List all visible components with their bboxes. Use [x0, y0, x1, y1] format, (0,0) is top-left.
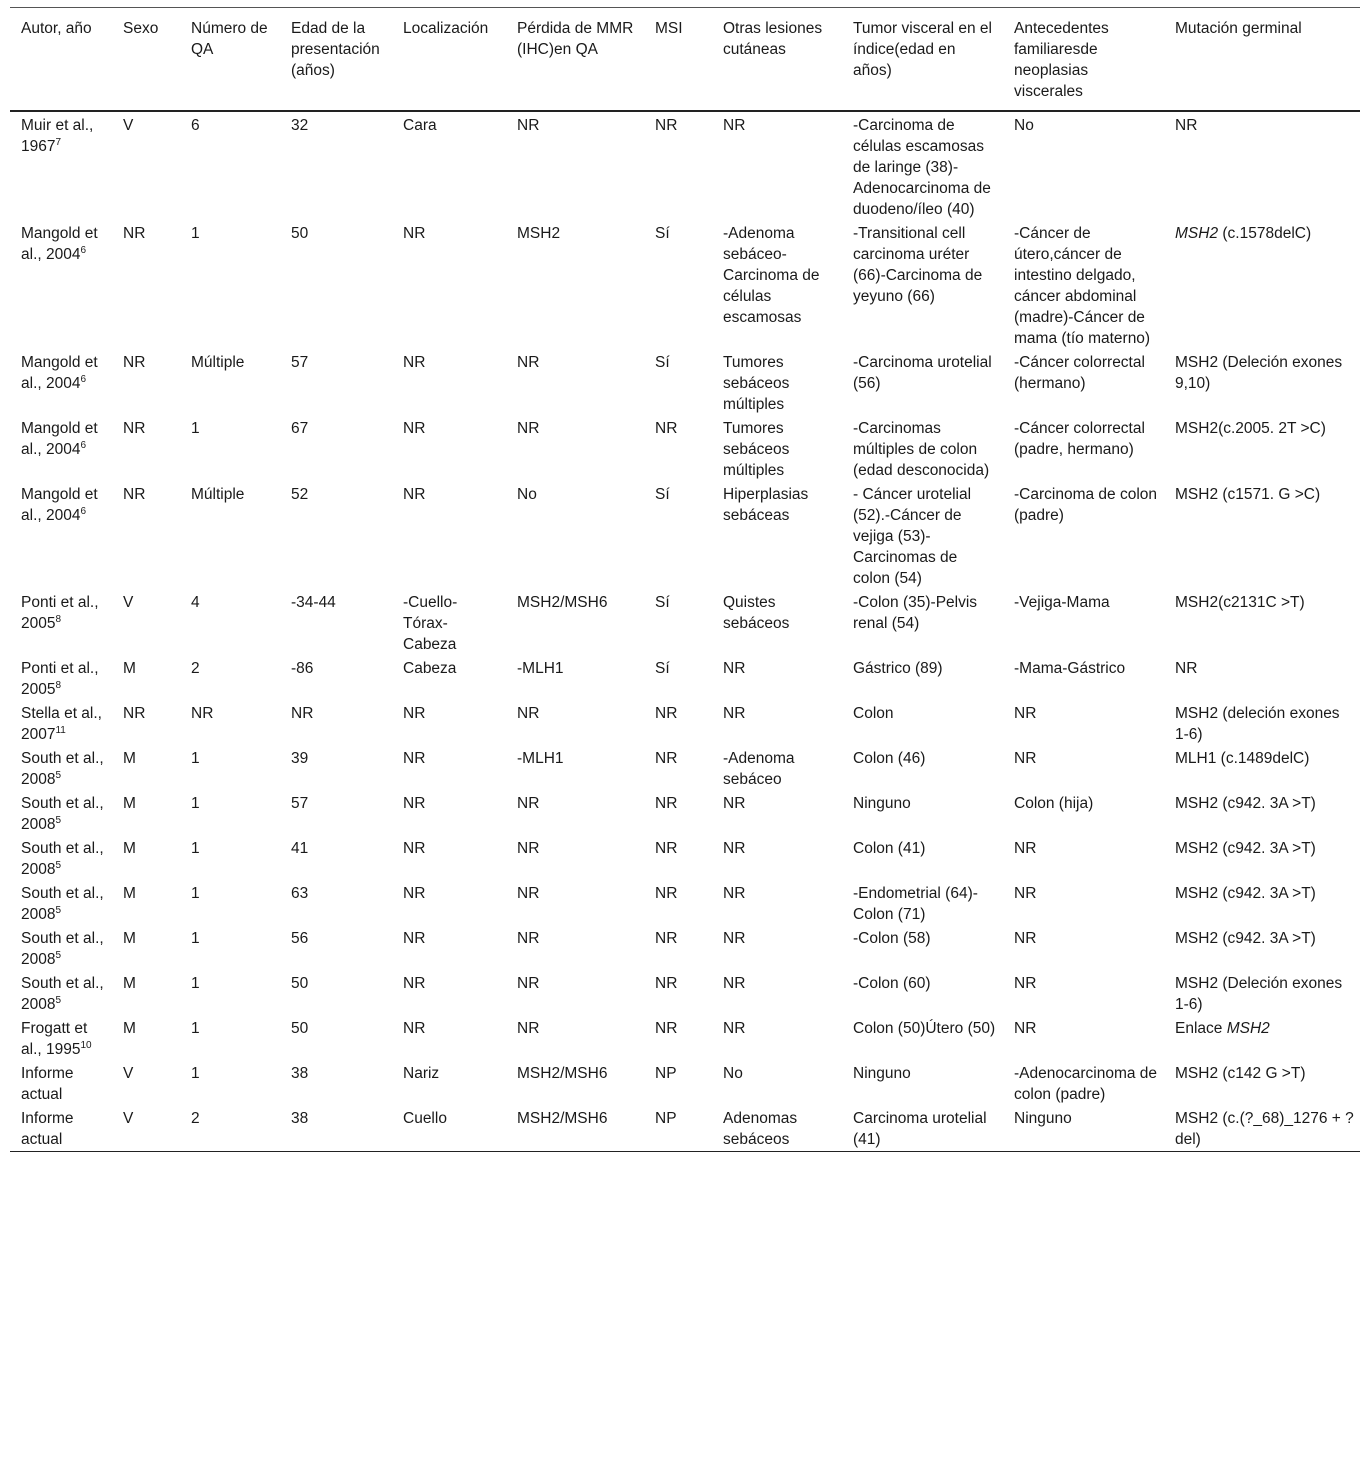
visceral-tumor-cell: -Colon (58)	[853, 930, 931, 947]
location-cell: NR	[403, 225, 426, 242]
age-cell: 41	[291, 840, 309, 857]
author-cell	[10, 111, 112, 221]
family-history-cell: Colon (hija)	[1014, 795, 1094, 812]
other-lesions-cell: NR	[723, 840, 746, 857]
age-cell: 39	[291, 750, 309, 767]
mmr-loss-cell: NR	[517, 975, 540, 992]
author-cell	[10, 1061, 112, 1106]
mutation-detail: MSH2 (Deleción exones 9,10)	[1175, 354, 1343, 392]
mutation-detail: MSH2(c.2005. 2T >C)	[1175, 420, 1326, 437]
sex-cell: NR	[123, 225, 146, 242]
column-header: Autor, año	[21, 20, 92, 37]
mutation-detail: MSH2 (c942. 3A >T)	[1175, 885, 1316, 902]
family-history-cell: No	[1014, 117, 1034, 134]
table-row	[10, 836, 1360, 881]
mmr-loss-cell: -MLH1	[517, 750, 564, 767]
reference-number: 6	[80, 373, 87, 385]
germline-mutation-cell	[1164, 590, 1360, 656]
family-history-cell: -Cáncer colorrectal (hermano)	[1014, 354, 1145, 392]
family-history-cell: NR	[1014, 930, 1037, 947]
column-header: MSI	[655, 20, 683, 37]
author-cell	[10, 416, 112, 482]
sex-cell: NR	[123, 420, 146, 437]
location-cell: NR	[403, 1020, 426, 1037]
qa-count-cell: 1	[191, 975, 200, 992]
other-lesions-cell: No	[723, 1065, 743, 1082]
other-lesions-cell: NR	[723, 930, 746, 947]
author-text: Informe actual	[21, 1110, 74, 1148]
sex-cell: M	[123, 930, 136, 947]
sex-cell: V	[123, 1065, 134, 1082]
germline-mutation-cell	[1164, 746, 1360, 791]
qa-count-cell: 1	[191, 1065, 200, 1082]
other-lesions-cell: NR	[723, 885, 746, 902]
qa-count-cell: 1	[191, 1020, 200, 1037]
qa-count-cell: Múltiple	[191, 486, 245, 503]
table-row	[10, 926, 1360, 971]
column-header: Sexo	[123, 20, 159, 37]
author-text: South et al., 2008	[21, 795, 104, 833]
reference-number: 5	[55, 949, 62, 961]
visceral-tumor-cell: -Carcinoma de células escamosas de laringe (38)-Adenocarcinoma de duodeno/íleo (40)	[853, 117, 991, 218]
location-cell: NR	[403, 354, 426, 371]
column-header: Otras lesiones cutáneas	[723, 20, 823, 58]
location-cell: Nariz	[403, 1065, 440, 1082]
author-text: South et al., 2008	[21, 975, 104, 1013]
table-header-row	[10, 8, 1360, 112]
sex-cell: M	[123, 660, 136, 677]
location-cell: Cuello	[403, 1110, 447, 1127]
reference-number: 8	[55, 613, 62, 625]
mmr-loss-cell: NR	[517, 354, 540, 371]
germline-mutation-cell	[1164, 482, 1360, 590]
reference-number: 5	[55, 904, 62, 916]
qa-count-cell: 1	[191, 840, 200, 857]
qa-count-cell: 1	[191, 795, 200, 812]
other-lesions-cell: -Adenoma sebáceo-Carcinoma de células escamosas	[723, 225, 820, 326]
author-text: Ponti et al., 2005	[21, 594, 99, 632]
reference-number: 8	[55, 679, 62, 691]
msi-cell: NP	[655, 1110, 677, 1127]
msi-cell: NR	[655, 795, 678, 812]
germline-mutation-cell	[1164, 221, 1360, 350]
author-text: Mangold et al., 2004	[21, 225, 98, 263]
sex-cell: NR	[123, 354, 146, 371]
age-cell: 52	[291, 486, 309, 503]
qa-count-cell: 1	[191, 885, 200, 902]
mutation-prefix: Enlace	[1175, 1020, 1227, 1037]
age-cell: 38	[291, 1065, 309, 1082]
msi-cell: Sí	[655, 225, 670, 242]
age-cell: 67	[291, 420, 309, 437]
location-cell: NR	[403, 750, 426, 767]
visceral-tumor-cell: -Carcinomas múltiples de colon (edad desconocida)	[853, 420, 990, 479]
mmr-loss-cell: NR	[517, 885, 540, 902]
location-cell: -Cuello-Tórax-Cabeza	[403, 594, 458, 653]
column-header: Número de QA	[191, 20, 268, 58]
mmr-loss-cell: NR	[517, 795, 540, 812]
table-row	[10, 746, 1360, 791]
author-cell	[10, 701, 112, 746]
msi-cell: NR	[655, 750, 678, 767]
visceral-tumor-cell: Colon (46)	[853, 750, 926, 767]
location-cell: NR	[403, 705, 426, 722]
sex-cell: V	[123, 117, 134, 134]
germline-mutation-cell	[1164, 971, 1360, 1016]
msi-cell: NR	[655, 420, 678, 437]
germline-mutation-cell	[1164, 1016, 1360, 1061]
table-row	[10, 221, 1360, 350]
author-text: Frogatt et al., 1995	[21, 1020, 88, 1058]
sex-cell: M	[123, 975, 136, 992]
other-lesions-cell: NR	[723, 975, 746, 992]
reference-number: 10	[80, 1039, 92, 1051]
family-history-cell: NR	[1014, 750, 1037, 767]
table-row	[10, 791, 1360, 836]
mutation-detail: MSH2 (c1571. G >C)	[1175, 486, 1321, 503]
author-text: South et al., 2008	[21, 750, 104, 788]
location-cell: NR	[403, 840, 426, 857]
qa-count-cell: 1	[191, 930, 200, 947]
visceral-tumor-cell: -Transitional cell carcinoma uréter (66)-Carcinoma de yeyuno (66)	[853, 225, 983, 305]
location-cell: NR	[403, 885, 426, 902]
mmr-loss-cell: -MLH1	[517, 660, 564, 677]
author-text: Muir et al., 1967	[21, 117, 94, 155]
qa-count-cell: 2	[191, 1110, 200, 1127]
reference-number: 11	[55, 724, 66, 736]
other-lesions-cell: NR	[723, 660, 746, 677]
msi-cell: Sí	[655, 354, 670, 371]
msi-cell: NR	[655, 705, 678, 722]
table-row	[10, 111, 1360, 221]
table-row	[10, 881, 1360, 926]
column-header: Mutación germinal	[1175, 20, 1302, 37]
mmr-loss-cell: NR	[517, 1020, 540, 1037]
other-lesions-cell: NR	[723, 117, 746, 134]
mutation-detail: MSH2(c2131C >T)	[1175, 594, 1305, 611]
age-cell: -34-44	[291, 594, 336, 611]
sex-cell: V	[123, 1110, 134, 1127]
mutation-detail: NR	[1175, 117, 1198, 134]
visceral-tumor-cell: -Colon (60)	[853, 975, 931, 992]
visceral-tumor-cell: -Endometrial (64)-Colon (71)	[853, 885, 978, 923]
other-lesions-cell: NR	[723, 705, 746, 722]
table-row	[10, 590, 1360, 656]
family-history-cell: -Mama-Gástrico	[1014, 660, 1126, 677]
msi-cell: Sí	[655, 486, 670, 503]
location-cell: NR	[403, 420, 426, 437]
germline-mutation-cell	[1164, 701, 1360, 746]
reference-number: 5	[55, 859, 62, 871]
germline-mutation-cell	[1164, 656, 1360, 701]
author-text: South et al., 2008	[21, 885, 104, 923]
author-text: South et al., 2008	[21, 930, 104, 968]
mutation-detail: MSH2 (c942. 3A >T)	[1175, 795, 1316, 812]
author-text: Ponti et al., 2005	[21, 660, 99, 698]
age-cell: 63	[291, 885, 309, 902]
reference-number: 5	[55, 814, 62, 826]
author-text: Mangold et al., 2004	[21, 486, 98, 524]
mutation-detail: (c.1578delC)	[1218, 225, 1312, 242]
germline-mutation-cell	[1164, 791, 1360, 836]
table-row	[10, 416, 1360, 482]
author-cell	[10, 590, 112, 656]
age-cell: 57	[291, 354, 309, 371]
mutation-detail: NR	[1175, 660, 1198, 677]
mutation-detail: MSH2 (deleción exones 1-6)	[1175, 705, 1340, 743]
table-row	[10, 701, 1360, 746]
msi-cell: NR	[655, 975, 678, 992]
author-cell	[10, 881, 112, 926]
family-history-cell: -Carcinoma de colon (padre)	[1014, 486, 1158, 524]
other-lesions-cell: Hiperplasias sebáceas	[723, 486, 809, 524]
reference-number: 6	[80, 505, 87, 517]
author-text: Stella et al., 2007	[21, 705, 102, 743]
other-lesions-cell: NR	[723, 795, 746, 812]
mutation-detail: MSH2 (Deleción exones 1-6)	[1175, 975, 1343, 1013]
visceral-tumor-cell: -Carcinoma urotelial (56)	[853, 354, 992, 392]
family-history-cell: NR	[1014, 705, 1037, 722]
column-header: Tumor visceral en el índice(edad en años)	[853, 20, 992, 79]
msi-cell: NP	[655, 1065, 677, 1082]
mutation-detail: MSH2 (c142 G >T)	[1175, 1065, 1306, 1082]
table-row	[10, 971, 1360, 1016]
mmr-loss-cell: MSH2	[517, 225, 561, 242]
mutation-detail: MSH2 (c.(?_68)_1276 + ? del)	[1175, 1110, 1354, 1148]
reference-number: 5	[55, 994, 62, 1006]
sex-cell: M	[123, 840, 136, 857]
author-cell	[10, 971, 112, 1016]
table-container	[10, 7, 1360, 1152]
visceral-tumor-cell: Ninguno	[853, 1065, 911, 1082]
age-cell: 50	[291, 1020, 309, 1037]
reference-number: 6	[80, 244, 87, 256]
family-history-cell: -Cáncer de útero,cáncer de intestino delgado, cáncer abdominal (madre)-Cáncer de mama (tío materno)	[1014, 225, 1151, 347]
family-history-cell: NR	[1014, 975, 1037, 992]
sex-cell: M	[123, 750, 136, 767]
other-lesions-cell: -Adenoma sebáceo	[723, 750, 795, 788]
author-cell	[10, 1106, 112, 1152]
author-text: Informe actual	[21, 1065, 74, 1103]
qa-count-cell: NR	[191, 705, 214, 722]
mutation-gene: MSH2	[1226, 1020, 1270, 1037]
age-cell: 38	[291, 1110, 309, 1127]
author-cell	[10, 926, 112, 971]
author-text: South et al., 2008	[21, 840, 104, 878]
qa-count-cell: 1	[191, 420, 200, 437]
author-cell	[10, 350, 112, 416]
age-cell: -86	[291, 660, 314, 677]
column-header: Pérdida de MMR (IHC)en QA	[517, 20, 634, 58]
location-cell: NR	[403, 486, 426, 503]
msi-cell: NR	[655, 117, 678, 134]
family-history-cell: -Vejiga-Mama	[1014, 594, 1110, 611]
author-cell	[10, 836, 112, 881]
column-header: Antecedentes familiaresde neoplasias viscerales	[1014, 20, 1109, 100]
age-cell: 50	[291, 225, 309, 242]
sex-cell: M	[123, 885, 136, 902]
table-row	[10, 656, 1360, 701]
msi-cell: NR	[655, 885, 678, 902]
author-cell	[10, 656, 112, 701]
mmr-loss-cell: NR	[517, 117, 540, 134]
data-table	[10, 7, 1360, 1152]
sex-cell: M	[123, 795, 136, 812]
msi-cell: Sí	[655, 660, 670, 677]
location-cell: NR	[403, 795, 426, 812]
column-header: Edad de la presentación (años)	[291, 20, 380, 79]
mmr-loss-cell: NR	[517, 840, 540, 857]
family-history-cell: NR	[1014, 840, 1037, 857]
germline-mutation-cell	[1164, 1106, 1360, 1152]
sex-cell: NR	[123, 486, 146, 503]
table-row	[10, 350, 1360, 416]
germline-mutation-cell	[1164, 836, 1360, 881]
mmr-loss-cell: MSH2/MSH6	[517, 1110, 608, 1127]
qa-count-cell: 4	[191, 594, 200, 611]
visceral-tumor-cell: -Colon (35)-Pelvis renal (54)	[853, 594, 978, 632]
reference-number: 5	[55, 769, 62, 781]
visceral-tumor-cell: Colon (41)	[853, 840, 926, 857]
location-cell: NR	[403, 930, 426, 947]
author-text: Mangold et al., 2004	[21, 354, 98, 392]
visceral-tumor-cell: Ninguno	[853, 795, 911, 812]
age-cell: NR	[291, 705, 314, 722]
msi-cell: NR	[655, 930, 678, 947]
mmr-loss-cell: MSH2/MSH6	[517, 594, 608, 611]
germline-mutation-cell	[1164, 111, 1360, 221]
table-row	[10, 1061, 1360, 1106]
other-lesions-cell: Adenomas sebáceos	[723, 1110, 798, 1148]
qa-count-cell: 1	[191, 225, 200, 242]
age-cell: 56	[291, 930, 309, 947]
sex-cell: V	[123, 594, 134, 611]
visceral-tumor-cell: Carcinoma urotelial (41)	[853, 1110, 987, 1148]
other-lesions-cell: Quistes sebáceos	[723, 594, 790, 632]
family-history-cell: -Adenocarcinoma de colon (padre)	[1014, 1065, 1158, 1103]
other-lesions-cell: Tumores sebáceos múltiples	[723, 420, 790, 479]
germline-mutation-cell	[1164, 926, 1360, 971]
qa-count-cell: 6	[191, 117, 200, 134]
table-body	[10, 111, 1360, 1152]
qa-count-cell: Múltiple	[191, 354, 245, 371]
author-cell	[10, 482, 112, 590]
qa-count-cell: 2	[191, 660, 200, 677]
qa-count-cell: 1	[191, 750, 200, 767]
reference-number: 7	[55, 136, 62, 148]
age-cell: 50	[291, 975, 309, 992]
family-history-cell: Ninguno	[1014, 1110, 1072, 1127]
reference-number: 6	[80, 439, 87, 451]
author-cell	[10, 791, 112, 836]
family-history-cell: NR	[1014, 1020, 1037, 1037]
msi-cell: NR	[655, 840, 678, 857]
mutation-detail: MSH2 (c942. 3A >T)	[1175, 840, 1316, 857]
germline-mutation-cell	[1164, 881, 1360, 926]
mutation-detail: MSH2 (c942. 3A >T)	[1175, 930, 1316, 947]
germline-mutation-cell	[1164, 416, 1360, 482]
msi-cell: NR	[655, 1020, 678, 1037]
author-cell	[10, 221, 112, 350]
mmr-loss-cell: No	[517, 486, 537, 503]
visceral-tumor-cell: Colon (50)Útero (50)	[853, 1020, 996, 1037]
sex-cell: M	[123, 1020, 136, 1037]
author-text: Mangold et al., 2004	[21, 420, 98, 458]
mmr-loss-cell: NR	[517, 705, 540, 722]
visceral-tumor-cell: Gástrico (89)	[853, 660, 943, 677]
other-lesions-cell: NR	[723, 1020, 746, 1037]
germline-mutation-cell	[1164, 350, 1360, 416]
mmr-loss-cell: NR	[517, 930, 540, 947]
visceral-tumor-cell: - Cáncer urotelial (52).-Cáncer de vejiga (53)-Carcinomas de colon (54)	[853, 486, 972, 587]
family-history-cell: -Cáncer colorrectal (padre, hermano)	[1014, 420, 1145, 458]
age-cell: 57	[291, 795, 309, 812]
author-cell	[10, 746, 112, 791]
germline-mutation-cell	[1164, 1061, 1360, 1106]
author-cell	[10, 1016, 112, 1061]
location-cell: NR	[403, 975, 426, 992]
visceral-tumor-cell: Colon	[853, 705, 894, 722]
mmr-loss-cell: MSH2/MSH6	[517, 1065, 608, 1082]
age-cell: 32	[291, 117, 309, 134]
msi-cell: Sí	[655, 594, 670, 611]
mutation-gene: MSH2	[1175, 225, 1219, 242]
sex-cell: NR	[123, 705, 146, 722]
location-cell: Cara	[403, 117, 437, 134]
family-history-cell: NR	[1014, 885, 1037, 902]
column-header: Localización	[403, 20, 489, 37]
location-cell: Cabeza	[403, 660, 457, 677]
table-row	[10, 1016, 1360, 1061]
table-row	[10, 482, 1360, 590]
mmr-loss-cell: NR	[517, 420, 540, 437]
mutation-detail: MLH1 (c.1489delC)	[1175, 750, 1310, 767]
table-row	[10, 1106, 1360, 1152]
other-lesions-cell: Tumores sebáceos múltiples	[723, 354, 790, 413]
